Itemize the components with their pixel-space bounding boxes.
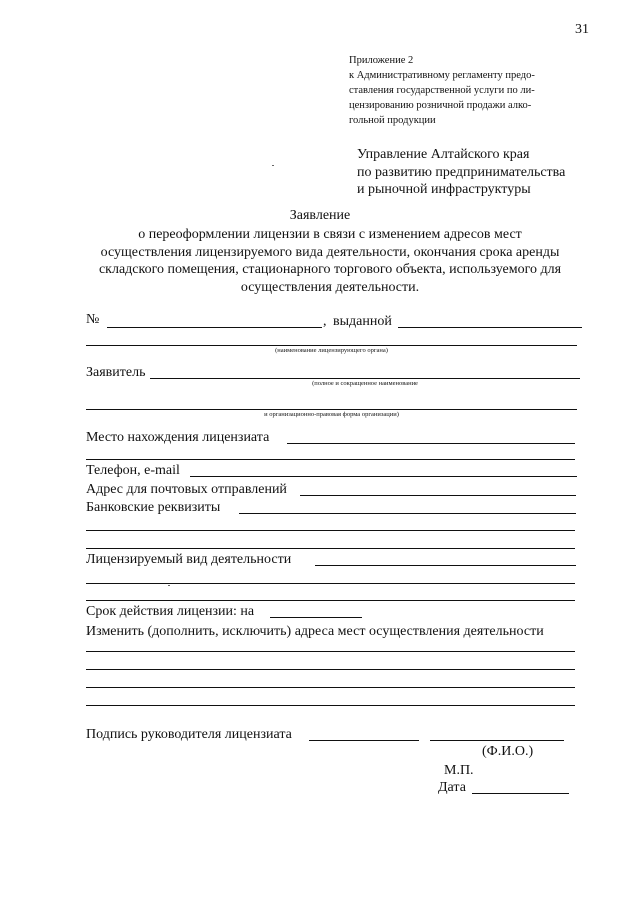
signature-field[interactable] <box>309 740 419 741</box>
appendix-line: к Административному регламенту предо- <box>349 70 535 81</box>
licensed-activity-field[interactable] <box>315 565 576 566</box>
licensed-activity-field-extra[interactable] <box>86 600 575 601</box>
phone-email-field[interactable] <box>190 476 577 477</box>
bank-details-field[interactable] <box>239 513 576 514</box>
addressee-line: Управление Алтайского края <box>357 147 530 162</box>
fio-label: (Ф.И.О.) <box>482 744 534 759</box>
addressee-line: по развитию предпринимательства <box>357 164 566 180</box>
phone-email-label: Телефон, e-mail <box>86 463 180 478</box>
applicant-label: Заявитель <box>86 365 146 380</box>
bank-details-field-extra[interactable] <box>86 548 575 549</box>
addressee-block <box>357 146 565 199</box>
subject-line: о переоформлении лицензии в связи с изменением адресов мест <box>138 227 522 242</box>
stamp-label: М.П. <box>444 763 474 778</box>
legal-form-hint: и организационно-правовая форма организации) <box>264 411 399 418</box>
appendix-line: Приложение 2 <box>349 55 414 66</box>
licensed-activity-field-extra[interactable] <box>86 583 575 584</box>
appendix-line: ставления государственной услуги по ли- <box>349 85 535 96</box>
legal-form-field[interactable] <box>86 409 577 410</box>
date-label: Дата <box>438 780 466 795</box>
document-title: Заявление <box>289 208 351 223</box>
location-label: Место нахождения лицензиата <box>86 430 270 445</box>
number-separator: , <box>323 314 327 329</box>
change-addresses-label: Изменить (дополнить, исключить) адреса мест осуществления деятельности <box>86 624 544 639</box>
location-field[interactable] <box>287 443 575 444</box>
applicant-field[interactable] <box>150 378 580 379</box>
scan-speck <box>168 585 170 586</box>
number-label: № <box>86 312 100 327</box>
document-subject <box>60 226 600 296</box>
postal-address-label: Адрес для почтовых отправлений <box>86 482 287 497</box>
licensed-activity-label: Лицензируемый вид деятельности <box>86 552 292 567</box>
bank-details-label: Банковские реквизиты <box>86 500 221 515</box>
subject-line: складского помещения, стационарного торгового объекта, используемого для <box>98 262 562 277</box>
signature-label: Подпись руководителя лицензиата <box>86 727 292 742</box>
appendix-note <box>349 53 535 128</box>
new-address-field[interactable] <box>86 705 575 706</box>
new-address-field[interactable] <box>86 669 575 670</box>
subject-line: осуществления деятельности. <box>240 279 420 295</box>
addressee-line: и рыночной инфраструктуры <box>357 182 531 197</box>
appendix-line: гольной продукции <box>349 115 436 126</box>
license-validity-label: Срок действия лицензии: на <box>86 604 255 619</box>
appendix-line: цензированию розничной продажи алко- <box>349 100 532 111</box>
issuer-name-field[interactable] <box>86 345 577 346</box>
page-number: 31 <box>575 22 589 37</box>
postal-address-field[interactable] <box>300 495 576 496</box>
license-number-field[interactable] <box>107 327 322 328</box>
scan-speck <box>272 165 274 166</box>
issued-label: выданной <box>333 314 392 329</box>
new-address-field[interactable] <box>86 687 575 688</box>
issued-by-field[interactable] <box>398 327 582 328</box>
subject-line: осуществления лицензируемого вида деятельности, окончания срока аренды <box>100 244 560 260</box>
issuer-hint: (наименование лицензирующего органа) <box>275 347 388 354</box>
license-validity-field[interactable] <box>270 617 362 618</box>
new-address-field[interactable] <box>86 651 575 652</box>
applicant-hint: (полное и сокращенное наименование <box>312 380 418 387</box>
bank-details-field-extra[interactable] <box>86 530 575 531</box>
date-field[interactable] <box>472 793 569 794</box>
location-field-extra[interactable] <box>86 459 575 460</box>
fio-field[interactable] <box>430 740 564 741</box>
